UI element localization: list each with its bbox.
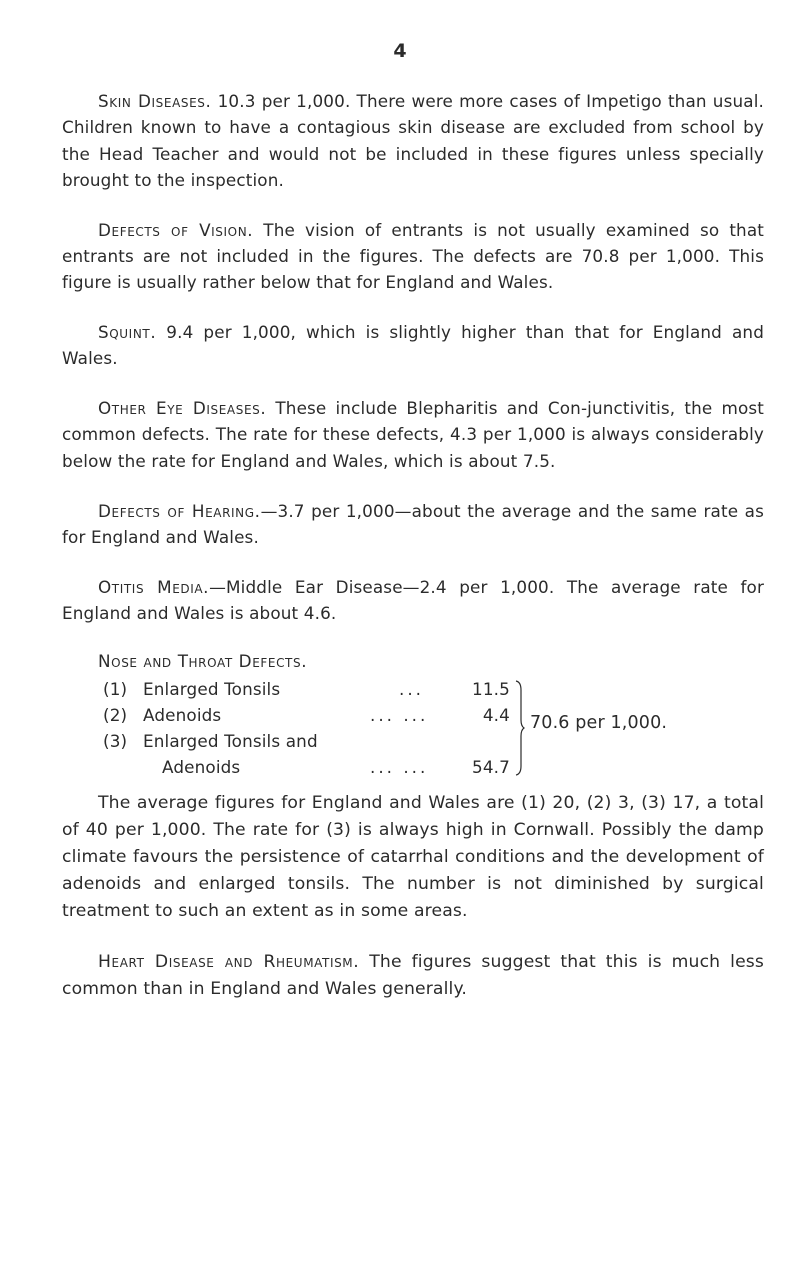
item-label: Adenoids xyxy=(143,705,222,726)
heading-squint: Squint. xyxy=(98,322,157,343)
text-skin-diseases: 10.3 per 1,000. There were more cases of Impetigo than usual. Children known to have a contagious skin disease are excluded from school by the Head Teacher and would not be included in these figures unless specially brought to the inspection. xyxy=(62,91,765,190)
document-body xyxy=(62,88,764,1026)
paragraph-squint xyxy=(62,319,764,372)
heading-defects-of-vision: Defects of Vision. xyxy=(98,219,254,240)
text-otitis-media: —Middle Ear Disease—2.4 per 1,000. The average rate for England and Wales is about 4.6. xyxy=(62,576,764,623)
heading-other-eye-diseases: Other Eye Diseases. xyxy=(98,398,267,419)
item-value: 11.5 xyxy=(472,679,510,700)
leader-dots: ... ... xyxy=(370,757,429,778)
heading-nose-throat-label: Nose and Throat Defects. xyxy=(98,650,308,671)
paragraph-defects-of-hearing xyxy=(62,498,764,551)
text-defects-of-vision: The vision of entrants is not usually examined so that entrants are not included in the figures. The defects are 70.8 per 1,000. This figure is usually rather below that for England and Wales. xyxy=(62,219,764,293)
nose-throat-list xyxy=(62,674,764,782)
text-defects-of-hearing: —3.7 per 1,000—about the average and the same rate as for England and Wales. xyxy=(62,500,764,547)
heading-otitis-media: Otitis Media. xyxy=(98,576,210,597)
paragraph-skin-diseases xyxy=(62,88,764,193)
list-item xyxy=(62,676,622,702)
paragraph-defects-of-vision xyxy=(62,217,764,296)
item-number: (1) xyxy=(103,679,128,700)
paragraph-other-eye-diseases xyxy=(62,395,764,474)
page-number: 4 xyxy=(393,40,407,62)
heading-skin-diseases: Skin Diseases. xyxy=(98,91,212,111)
brace-icon xyxy=(515,680,525,776)
text-heart-disease: The figures suggest that this is much less common than in England and Wales generally. xyxy=(62,951,765,999)
nose-throat-block xyxy=(62,648,764,782)
item-number: (2) xyxy=(103,705,128,726)
heading-heart-disease: Heart Disease and Rheumatism. xyxy=(98,951,360,972)
item-value: 4.4 xyxy=(482,705,510,726)
text-other-eye-diseases: These include Blepharitis and Con-junctivitis, the most common defects. The rate for these defects, 4.3 per 1,000 is always considerably below the rate for England and Wales, which is about 7.5. xyxy=(62,398,764,471)
list-item xyxy=(62,754,622,780)
heading-defects-of-hearing: Defects of Hearing. xyxy=(98,500,261,521)
text-squint: 9.4 per 1,000, which is slightly higher than that for England and Wales. xyxy=(62,322,764,369)
total-value: 70.6 per 1,000. xyxy=(530,713,668,734)
paragraph-average-figures: The average figures for England and Wales are (1) 20, (2) 3, (3) 17, a total of 40 per 1,000. The rate for (3) is always high in Cornwall. Possibly the damp climate favours the persistence of catarrhal conditions and the development of adenoids and enlarged tonsils. The number is not diminished by surgical treatment to such an extent as in some areas. xyxy=(62,793,764,922)
item-label: Adenoids xyxy=(162,757,241,778)
item-value: 54.7 xyxy=(472,757,510,778)
leader-dots: ... ... xyxy=(370,705,429,726)
item-label: Enlarged Tonsils xyxy=(143,679,281,700)
leader-dots: ... xyxy=(399,679,425,700)
paragraph-otitis-media xyxy=(62,574,764,627)
item-number: (3) xyxy=(103,731,128,752)
paragraph-heart-disease xyxy=(62,949,764,1003)
heading-nose-throat-defects xyxy=(62,648,764,674)
item-label: Enlarged Tonsils and xyxy=(143,731,318,752)
